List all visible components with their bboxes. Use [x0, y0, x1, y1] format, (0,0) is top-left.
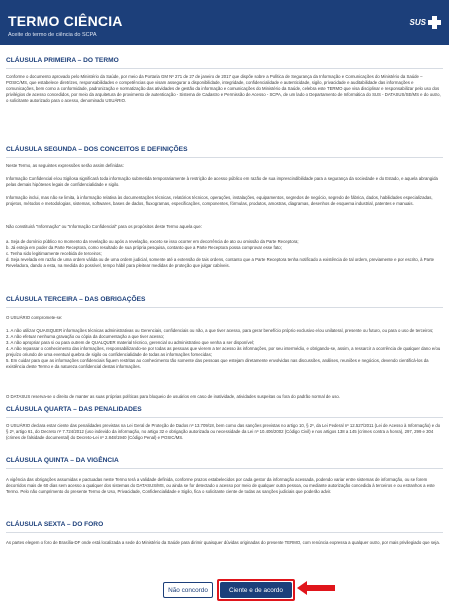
- section-paragraph: A vigência das obrigações assumidas e pactuadas neste Termo terá a validade definida, conforme prazos estabelecidos por cada gestor da informação acessada, podendo variar entre sistemas de informação, ou se forem decorridos mais de 60 dias sem acesso a qualquer dos sistemas do DATASUS/MS, ou ainda se for detectado o acesso por meio de qualquer outra pessoa, ou mediante autorização concedida à terceiros e ou estranhos a este Termo. Pelo não cumprimento do presente Termo de Uso, Privacidade, Confidencialidade e Sigilo, fica o solicitante ciente de todas as sanções judiciais que poderão advir.: [6, 477, 435, 494]
- divider: [6, 417, 443, 418]
- section-title: CLÁUSULA SEGUNDA – DOS CONCEITOS E DEFINIÇÕES: [6, 146, 188, 153]
- section-2: [6, 146, 443, 153]
- section-paragraph: Não constituirá "Informação" ou "Informação Confidencial" para os propósitos deste Termo aquela que:: [6, 224, 202, 229]
- divider: [6, 157, 443, 158]
- section-4: [6, 406, 443, 413]
- section-paragraph: 1. A não utilizar QUAISQUER informações técnicas administrativas ou Gerenciais, confidenciais ou não, a que tiver acesso, para gerar benefício próprio exclusivo e/ou unilateral, presente ou futuro, ou para o uso de terceiros; 2. A não efetuar nenhuma gravação ou cópia da documentação a que tiver acesso; 3. A não apropriar para si ou para outrem de QUALQUER material técnico, gerencial ou administrativo que venha a ser disponível; 4. A não repassar o conhecimento das informações, responsabilizando-se por todas as pessoas que vierem a ter acesso às informações, por seu intermédio, e obrigando-se, assim, a ressarcir a ocorrência de qualquer dano e/ou prejuízo oriundo de uma eventual quebra de sigilo ou confidencialidade de todas as informações fornecidas; 5. Em cuidar para que as informações confidenciais fiquem restritas ao conhecimento tão somente das pessoas que estejam diretamente envolvidas nas discussões, análises, reuniões e negócios, devendo cientificá-los da existência deste Termo e da natureza confidencial destas informações.: [6, 328, 441, 369]
- section-paragraph: Informação Confidencial e/ou Sigilosa significará toda informação submetida temporariamente à restrição de acesso público em razão de sua imprescindibilidade para a segurança da sociedade e do Estado, e aquela abrangida pelas demais hipóteses legais de confidencialidade e sigilo.: [6, 176, 438, 187]
- section-paragraph: a. Seja de domínio público no momento da revelação ou após a revelação, exceto se isso ocorrer em decorrência de ato ou omissão da Parte Receptora; b. Já esteja em poder da Parte Receptora, como resultado de sua própria pesquisa, contanto que a Parte Receptora possa comprovar esse fato; c. Tenha sido legitimamente recebida de terceiros; d. Seja revelada em razão de uma ordem válida ou de uma ordem judicial, somente até a extensão de tais ordens, contanto que a Parte Receptora tenha notificado a existência de tal ordem, previamente e por escrito, à Parte Reveladora, dando a esta, na medida do possível, tempo hábil para pleitear medidas de proteção que julgar cabíveis.: [6, 239, 435, 268]
- divider: [6, 307, 443, 308]
- section-paragraph: As partes elegem o foro de Brasília-DF onde está localizada a sede do Ministério da Saúde para dirimir quaisquer dúvidas originadas do presente TERMO, com renúncia expressa a qualquer outro, por mais privilegiado que seja.: [6, 540, 440, 545]
- cross-icon: [428, 16, 441, 29]
- section-paragraph: O DATASUS reserva-se o direito de manter as suas próprias políticas para bloqueio de usuários em caso de inatividade, atividades suspeitas ou fora do padrão normal de uso.: [6, 394, 340, 399]
- section-title: CLÁUSULA TERCEIRA – DAS OBRIGAÇÕES: [6, 296, 146, 303]
- section-paragraph: Neste Termo, as seguintes expressões serão assim definidas:: [6, 163, 124, 168]
- page-title: TERMO CIÊNCIA: [8, 13, 123, 29]
- accept-button[interactable]: Ciente e de acordo: [220, 582, 292, 598]
- section-title: CLÁUSULA SEXTA – DO FORO: [6, 521, 104, 528]
- accept-highlight-box: [217, 579, 295, 601]
- section-3: [6, 296, 443, 303]
- sus-logo-text: SUS: [409, 17, 426, 27]
- section-6: [6, 521, 443, 528]
- section-paragraph: O USUÁRIO compromete-se:: [6, 315, 63, 320]
- section-title: CLÁUSULA QUINTA – DA VIGÊNCIA: [6, 457, 119, 464]
- pointer-arrow-icon: [297, 581, 337, 595]
- page-header: [0, 0, 449, 45]
- divider: [6, 68, 443, 69]
- section-title: CLÁUSULA PRIMEIRA – DO TERMO: [6, 57, 119, 64]
- section-paragraph: Informação inclui, mas não se limita, à informação relativa às documentações técnicas, relatórios técnicos, operações, instalações, equipamentos, segredos de negócio, segredo de fábrica, dados, habilidades especializadas, projetos, métodos e metodologias, sistemas, softwares, bases de dados, fluxogramas, especificações, componentes, fórmulas, produtos, amostras, diagramas, desenhos de esquema industrial, patentes e manuais.: [6, 195, 433, 206]
- section-paragraph: O USUÁRIO declara estar ciente das penalidades previstas na Lei Geral de Proteção de Dados nº 13.709/18, bem como das sanções previstas no artigo 10, § 2º, da Lei Federal nº 12.527/2011 (Lei de Acesso à Informação) e do § 2º, artigo 61, do Decreto nº 7.724/2012 (uso indevido da informação, no artigo 32 e obrigação autorizada ou necessidade da Lei nº 10.406/2002 (Código Civil) e nos artigos 138 a 145 (crimes contra a honra), 297, 299 e 304 (crimes de falsidade documental) do Decreto-Lei nº 2.848/1940 (Código Penal) e POSIC/MS.: [6, 423, 441, 440]
- section-5: [6, 457, 443, 464]
- section-paragraph: Conforme o documento aprovado pelo Ministério da Saúde, por meio da Portaria GM Nº 271 de 27 de janeiro de 2017 que dispõe sobre a Política de Segurança da Informação e Comunicações do Ministério da Saúde – POSIC/MS, que estabelece diretrizes, responsabilidades e competências que visam assegurar a disponibilidade, integridade, confidencialidade e autenticidade, sigilo, privacidade e auditabilidade das informações e comunicações, bem como a conformidade, padronização e normatização das atividades de gestão da informação e comunicações do Ministério da Saúde, celebra este TERMO que visa disciplinar e responsabilizar pelo uso dos privilégios de acesso concedidos, por meio da arquitetura de provimento de autenticação - Sistema de Cadastro e Permissão de Acesso - SCPA, de um lado o Departamento de Informática do SUS - DATASUS/SE/MS e do outro, o solicitante autorizado para o acesso, denominado USUÁRIO.: [6, 74, 441, 103]
- sus-logo: [410, 15, 441, 29]
- decline-button[interactable]: Não concordo: [163, 582, 213, 598]
- section-title: CLÁUSULA QUARTA – DAS PENALIDADES: [6, 406, 142, 413]
- divider: [6, 468, 443, 469]
- terms-content: [0, 45, 449, 570]
- section-1: [6, 57, 443, 64]
- divider: [6, 532, 443, 533]
- page-subtitle: Aceite do termo de ciência do SCPA: [8, 32, 97, 38]
